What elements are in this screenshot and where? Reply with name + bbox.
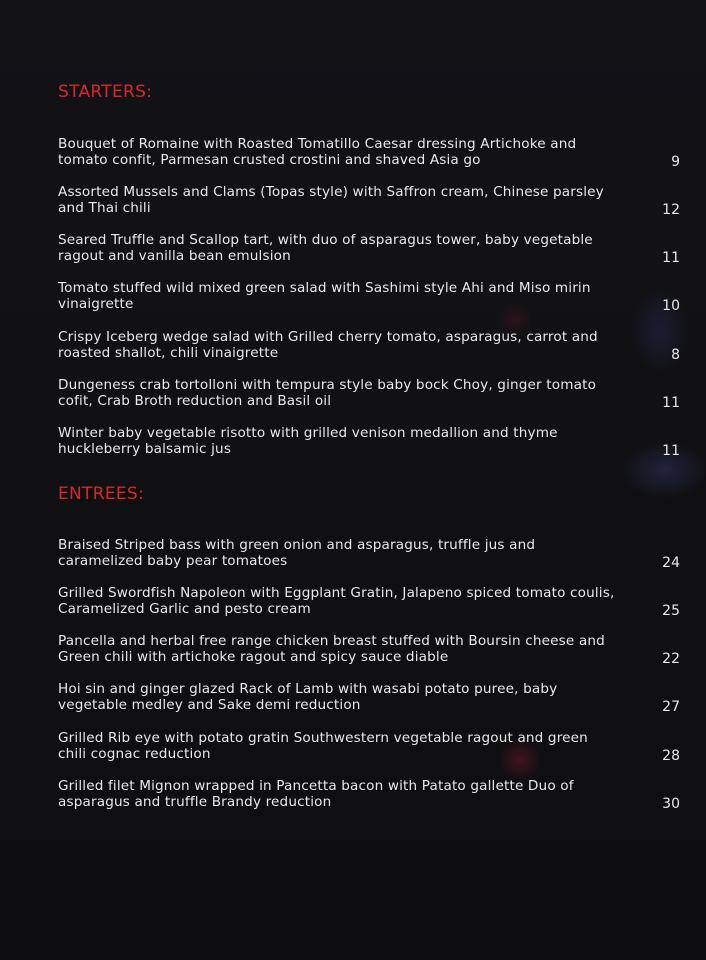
item-price: 24 <box>662 555 680 571</box>
menu-item <box>58 681 680 715</box>
item-price: 28 <box>662 748 680 764</box>
item-description: Grilled Swordfish Napoleon with Eggplant Gratin, Jalapeno spiced tomato coulis, Caramelized Garlic and pesto cream <box>58 585 615 617</box>
item-description: Assorted Mussels and Clams (Topas style) with Saffron cream, Chinese parsley and Thai chili <box>58 184 604 216</box>
item-price: 10 <box>662 298 680 314</box>
item-price: 27 <box>662 699 680 715</box>
item-description: Crispy Iceberg wedge salad with Grilled cherry tomato, asparagus, carrot and roasted shallot, chili vinaigrette <box>58 329 598 361</box>
menu-item <box>58 232 680 266</box>
item-price: 11 <box>662 250 680 266</box>
item-description: Seared Truffle and Scallop tart, with duo of asparagus tower, baby vegetable ragout and vanilla bean emulsion <box>58 232 593 264</box>
menu-item <box>58 329 680 363</box>
menu-item <box>58 280 680 314</box>
item-description: Grilled Rib eye with potato gratin Southwestern vegetable ragout and green chili cognac reduction <box>58 730 588 762</box>
item-price: 8 <box>671 347 680 363</box>
item-price: 25 <box>662 603 680 619</box>
item-price: 12 <box>662 202 680 218</box>
item-price: 9 <box>671 154 680 170</box>
menu-item <box>58 136 680 170</box>
item-description: Pancella and herbal free range chicken breast stuffed with Boursin cheese and Green chili with artichoke ragout and spicy sauce diable <box>58 633 605 665</box>
item-description: Braised Striped bass with green onion and asparagus, truffle jus and caramelized baby pear tomatoes <box>58 537 536 569</box>
menu-item <box>58 633 680 667</box>
menu-item <box>58 585 680 619</box>
item-description: Tomato stuffed wild mixed green salad with Sashimi style Ahi and Miso mirin vinaigrette <box>58 280 591 312</box>
menu-item <box>58 377 680 411</box>
menu-item <box>58 184 680 218</box>
item-description: Hoi sin and ginger glazed Rack of Lamb with wasabi potato puree, baby vegetable medley and Sake demi reduction <box>58 681 558 713</box>
entrees-heading: ENTREES: <box>58 484 145 504</box>
item-price: 30 <box>662 796 680 812</box>
item-description: Bouquet of Romaine with Roasted Tomatillo Caesar dressing Artichoke and tomato confit, Parmesan crusted crostini and shaved Asia go <box>58 136 577 168</box>
item-price: 11 <box>662 395 680 411</box>
menu-item <box>58 778 680 812</box>
item-description: Grilled filet Mignon wrapped in Pancetta bacon with Patato gallette Duo of asparagus and truffle Brandy reduction <box>58 778 574 810</box>
item-price: 22 <box>662 651 680 667</box>
menu-item <box>58 537 680 571</box>
menu-item <box>58 425 680 459</box>
item-price: 11 <box>662 443 680 459</box>
item-description: Dungeness crab tortolloni with tempura style baby bock Choy, ginger tomato cofit, Crab Broth reduction and Basil oil <box>58 377 597 409</box>
starters-heading: STARTERS: <box>58 82 153 102</box>
item-description: Winter baby vegetable risotto with grilled venison medallion and thyme huckleberry balsamic jus <box>58 425 558 457</box>
menu-item <box>58 730 680 764</box>
